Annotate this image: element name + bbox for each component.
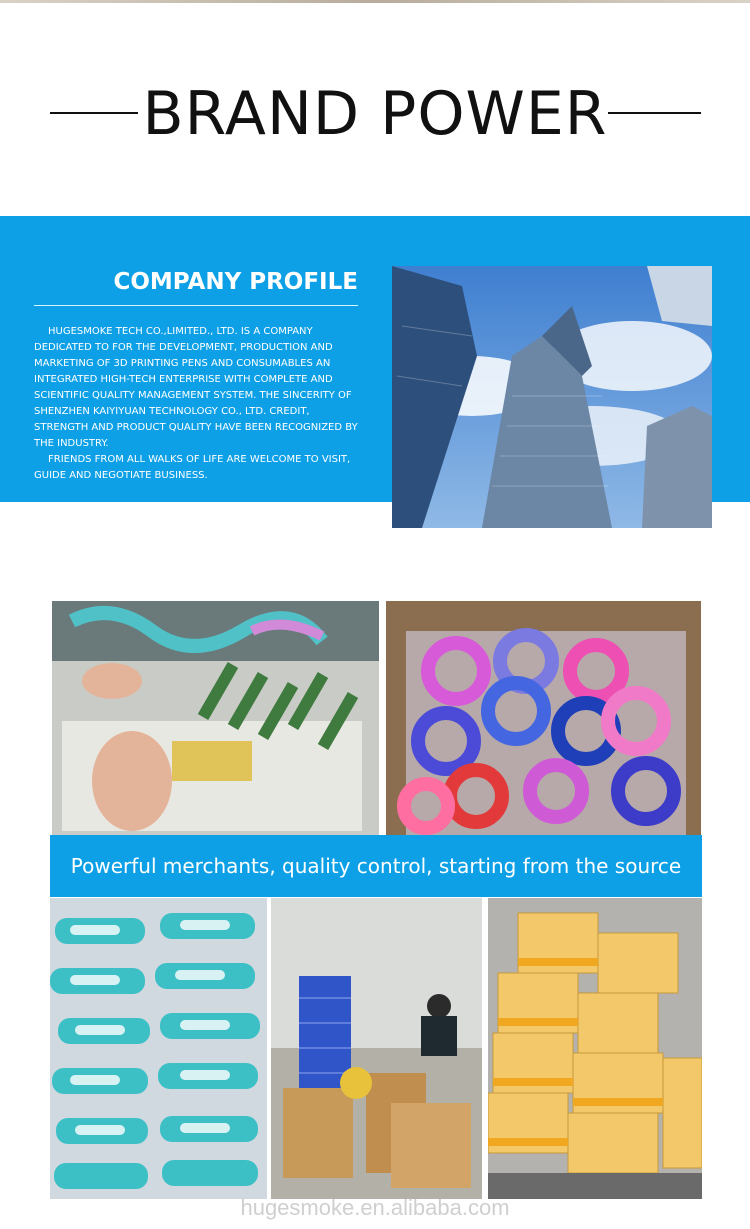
office-building-photo (392, 266, 712, 528)
company-profile-title: COMPANY PROFILE (113, 269, 358, 295)
company-profile-paragraph-1: HUGESMOKE TECH CO.,LIMITED., LTD. IS A COMPANY DEDICATED TO FOR THE DEVELOPMENT, PRODUCTION AND MARKETING OF 3D PRINTING PENS AND CONSUMABLES AN INTEGRATED HIGH-TECH ENTERPRISE WITH COMPLETE AND SCIENTIFIC QUALITY MANAGEMENT SYSTEM. THE SINCERITY OF SHENZHEN KAIYIYUAN TECHNOLOGY CO., LTD. CREDIT, STRENGTH AND PRODUCT QUALITY HAVE BEEN RECOGNIZED BY THE INDUSTRY. (34, 326, 358, 449)
stacked-boxes-photo (488, 898, 702, 1199)
warehouse-worker-photo (271, 898, 482, 1199)
filament-bags-photo (386, 601, 701, 835)
store-watermark: hugesmoke.en.alibaba.com (240, 1195, 510, 1220)
page-title: BRAND POWER (142, 79, 608, 149)
top-decor-strip (0, 0, 750, 3)
quality-banner-text: Powerful merchants, quality control, starting from the source (70, 854, 682, 878)
company-profile-text (34, 324, 364, 484)
company-profile-divider (34, 305, 358, 306)
pen-assembly-photo (52, 601, 379, 835)
packaged-pens-photo (50, 898, 267, 1199)
title-right-rule (608, 112, 701, 114)
quality-banner (50, 835, 702, 897)
company-profile-paragraph-2: FRIENDS FROM ALL WALKS OF LIFE ARE WELCOME TO VISIT, GUIDE AND NEGOTIATE BUSINESS. (34, 454, 351, 481)
